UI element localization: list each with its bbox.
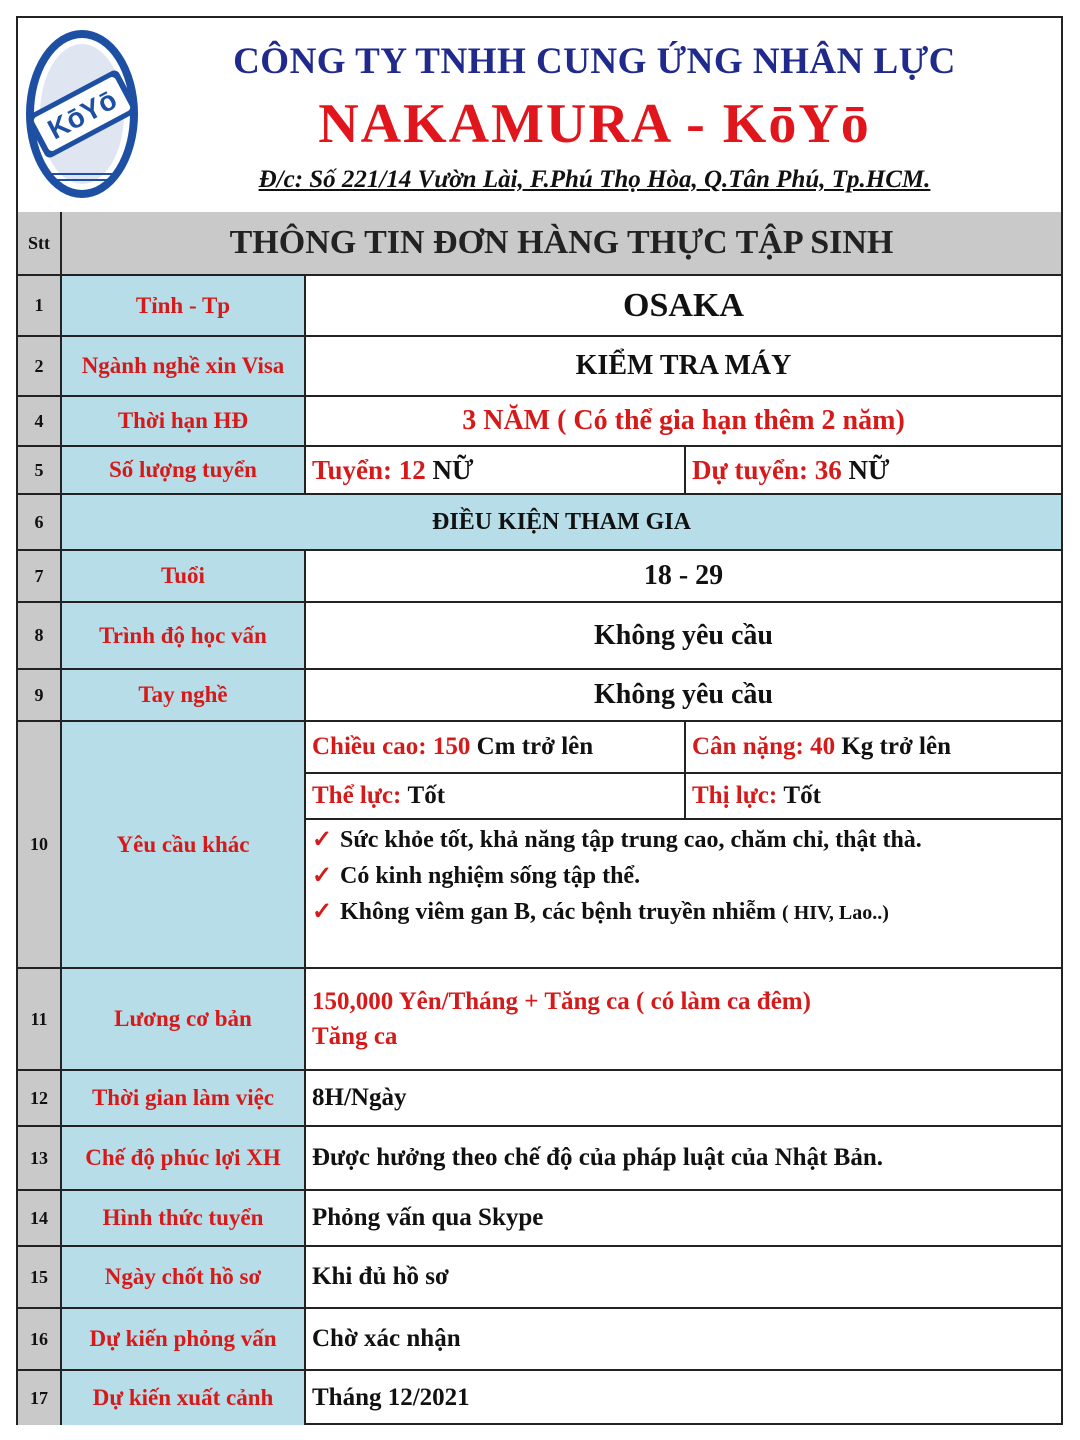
row-number: 5 <box>18 447 62 493</box>
bullet-note: ( HIV, Lao..) <box>782 902 889 924</box>
table-row-recruit-method <box>18 1191 1061 1247</box>
table-row-education <box>18 603 1061 670</box>
row-number: 8 <box>18 603 62 668</box>
row-label: Số lượng tuyển <box>62 447 306 493</box>
koyo-logo <box>20 24 144 204</box>
fitness-requirement <box>306 774 686 818</box>
row-value: Phỏng vấn qua Skype <box>312 1204 544 1231</box>
row-number: 4 <box>18 397 62 445</box>
row-value: KIỂM TRA MÁY <box>575 350 792 381</box>
row-value: OSAKA <box>623 286 744 324</box>
company-header <box>18 18 1061 214</box>
table-row-working-hours <box>18 1071 1061 1127</box>
row-label: Tỉnh - Tp <box>62 276 306 335</box>
checkmark-icon: ✓ <box>312 827 333 853</box>
row-number: 2 <box>18 337 62 395</box>
table-row-salary <box>18 969 1061 1071</box>
brand-name: NAKAMURA - KōYō <box>318 93 871 155</box>
section-heading: ĐIỀU KIỆN THAM GIA <box>62 495 1061 549</box>
row-value: 18 - 29 <box>643 560 724 591</box>
job-order-sheet <box>16 16 1063 1425</box>
row-label: Thời gian làm việc <box>62 1071 306 1125</box>
row-number: 11 <box>18 969 62 1069</box>
row-value: Không yêu cầu <box>594 619 773 651</box>
company-address: Đ/c: Số 221/14 Vườn Lài, F.Phú Thọ Hòa, Q.Tân Phú, Tp.HCM. <box>258 166 931 193</box>
checkmark-icon: ✓ <box>312 863 333 889</box>
row-value: Không yêu cầu <box>594 679 773 710</box>
row-label: Tuổi <box>62 551 306 601</box>
table-row-welfare <box>18 1127 1061 1191</box>
table-row-province <box>18 276 1061 337</box>
recruit-count <box>306 447 686 493</box>
reserve-label: Dự tuyển: 36 <box>692 454 842 485</box>
fitness-value: Tốt <box>407 782 446 809</box>
salary-line: 150,000 Yên/Tháng + Tăng ca ( có làm ca đêm) <box>312 988 811 1015</box>
row-label: Chế độ phúc lợi XH <box>62 1127 306 1189</box>
height-label: Chiều cao: 150 <box>312 733 471 760</box>
recruit-label: Tuyển: 12 <box>312 454 426 485</box>
checkmark-icon: ✓ <box>312 899 333 925</box>
row-value: 3 NĂM ( Có thể gia hạn thêm 2 năm) <box>462 405 905 436</box>
table-row-departure <box>18 1371 1061 1425</box>
logo-text: KōYō <box>42 83 122 146</box>
reserve-gender: NỮ <box>848 454 890 485</box>
row-value: 8H/Ngày <box>312 1084 407 1111</box>
requirement-bullets <box>312 822 1057 930</box>
weight-value: Kg trở lên <box>841 733 951 760</box>
recruit-gender: NỮ <box>432 454 474 485</box>
row-number: 16 <box>18 1309 62 1369</box>
row-label: Hình thức tuyển <box>62 1191 306 1245</box>
row-label: Dự kiến xuất cảnh <box>62 1371 306 1425</box>
row-value: Khi đủ hồ sơ <box>312 1263 449 1290</box>
row-number: 15 <box>18 1247 62 1307</box>
table-row-other-requirements <box>18 722 1061 969</box>
row-label: Trình độ học vấn <box>62 603 306 668</box>
row-number: 7 <box>18 551 62 601</box>
table-row-skill <box>18 670 1061 722</box>
row-label: Thời hạn HĐ <box>62 397 306 445</box>
salary-value <box>306 969 1061 1069</box>
table-row-deadline <box>18 1247 1061 1309</box>
row-number: 13 <box>18 1127 62 1189</box>
vision-requirement <box>686 774 1061 818</box>
table-title: THÔNG TIN ĐƠN HÀNG THỰC TẬP SINH <box>62 212 1061 274</box>
vision-value: Tốt <box>783 782 821 809</box>
table-row-contract <box>18 397 1061 447</box>
row-number: 14 <box>18 1191 62 1245</box>
weight-requirement <box>686 722 1061 772</box>
height-requirement <box>306 722 686 772</box>
row-number: 10 <box>18 722 62 967</box>
row-number: 9 <box>18 670 62 720</box>
row-value: Tháng 12/2021 <box>312 1384 470 1411</box>
row-number: 6 <box>18 495 62 549</box>
weight-label: Cân nặng: 40 <box>692 733 836 760</box>
table-row-section <box>18 495 1061 551</box>
title-row <box>18 212 1061 276</box>
bullet-text: Có kinh nghiệm sống tập thể. <box>340 863 641 889</box>
table-row-quantity <box>18 447 1061 495</box>
bullet-text: Không viêm gan B, các bệnh truyền nhiễm <box>340 899 777 925</box>
bullet-text: Sức khỏe tốt, khả năng tập trung cao, chăm chỉ, thật thà. <box>340 827 922 853</box>
table-row-age <box>18 551 1061 603</box>
reserve-count <box>686 447 1061 493</box>
row-number: 12 <box>18 1071 62 1125</box>
table-row-interview <box>18 1309 1061 1371</box>
list-item <box>312 858 1057 894</box>
table-row-occupation <box>18 337 1061 397</box>
row-label: Dự kiến phỏng vấn <box>62 1309 306 1369</box>
stt-header: Stt <box>18 212 62 274</box>
row-label: Tay nghề <box>62 670 306 720</box>
list-item <box>312 894 1057 930</box>
row-value: Chờ xác nhận <box>312 1325 461 1352</box>
row-label: Ngày chốt hồ sơ <box>62 1247 306 1307</box>
body-size-row <box>306 722 1061 774</box>
row-label: Lương cơ bản <box>62 969 306 1069</box>
row-label: Yêu cầu khác <box>62 722 306 967</box>
fitness-row <box>306 774 1061 820</box>
overtime-line: Tăng ca <box>312 1023 398 1050</box>
height-value: Cm trở lên <box>476 733 594 760</box>
fitness-label: Thể lực: <box>312 782 402 809</box>
company-name: CÔNG TY TNHH CUNG ỨNG NHÂN LỰC <box>233 41 956 82</box>
row-label: Ngành nghề xin Visa <box>62 337 306 395</box>
row-number: 1 <box>18 276 62 335</box>
row-value: Được hưởng theo chế độ của pháp luật của Nhật Bản. <box>312 1144 883 1171</box>
row-number: 17 <box>18 1371 62 1425</box>
list-item <box>312 822 1057 858</box>
vision-label: Thị lực: <box>692 782 778 809</box>
